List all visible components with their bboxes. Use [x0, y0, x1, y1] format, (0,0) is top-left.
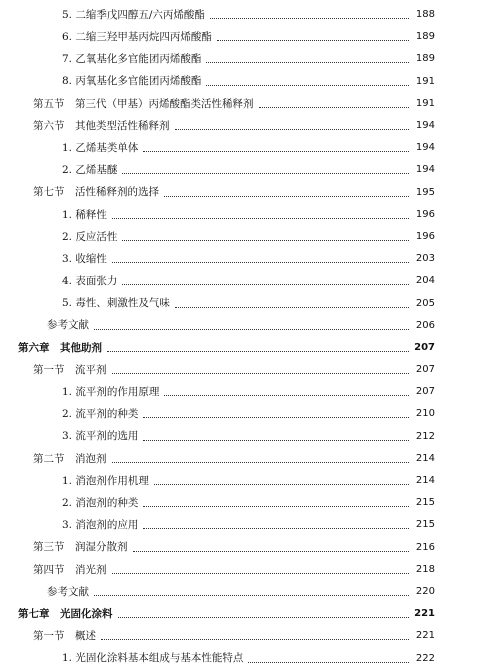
dot-leader [154, 483, 409, 485]
toc-entry [0, 159, 479, 181]
table-of-contents [0, 4, 479, 670]
toc-entry-title: 2. 反应活性 [62, 232, 120, 243]
toc-entry-title: 第七章 光固化涂料 [18, 609, 116, 620]
toc-entry-title: 第一节 概述 [33, 631, 99, 642]
toc-entry [0, 71, 479, 93]
toc-entry [0, 426, 479, 448]
toc-entry-title: 第三节 润湿分散剂 [33, 542, 131, 553]
toc-entry-title: 第六章 其他助剂 [18, 343, 105, 354]
toc-entry-title: 参考文献 [47, 587, 92, 598]
toc-entry [0, 115, 479, 137]
dot-leader [259, 106, 410, 108]
toc-page-number: 214 [415, 452, 435, 464]
dot-leader [175, 128, 410, 130]
toc-entry [0, 625, 479, 647]
toc-entry [0, 137, 479, 159]
toc-entry-title: 第四节 消光剂 [33, 565, 110, 576]
dot-leader [164, 195, 409, 197]
toc-page-number: 207 [414, 341, 435, 353]
dot-leader [118, 616, 410, 618]
dot-leader [210, 17, 409, 19]
toc-entry [0, 492, 479, 514]
toc-entry [0, 470, 479, 492]
dot-leader [112, 261, 409, 263]
toc-page-number: 203 [415, 253, 435, 265]
toc-entry-title: 1. 乙烯基类单体 [62, 143, 141, 154]
toc-page-number: 220 [415, 585, 435, 597]
toc-entry-title: 5. 毒性、刺激性及气味 [62, 298, 173, 309]
toc-entry-title: 4. 表面张力 [62, 276, 120, 287]
toc-entry [0, 226, 479, 248]
dot-leader [248, 661, 409, 663]
toc-page-number: 210 [415, 408, 435, 420]
toc-entry [0, 270, 479, 292]
toc-entry [0, 537, 479, 559]
toc-entry [0, 204, 479, 226]
toc-entry [0, 381, 479, 403]
toc-page-number: 222 [415, 652, 435, 664]
toc-page-number: 206 [415, 319, 435, 331]
toc-page-number: 216 [415, 541, 435, 553]
toc-entry [0, 292, 479, 314]
toc-entry [0, 359, 479, 381]
toc-entry-title: 参考文献 [47, 320, 92, 331]
dot-leader [143, 439, 409, 441]
toc-entry-title: 2. 乙烯基醚 [62, 165, 120, 176]
toc-entry-title: 1. 流平剂的作用原理 [62, 387, 162, 398]
dot-leader [143, 416, 409, 418]
toc-page-number: 205 [415, 297, 435, 309]
toc-page-number: 221 [415, 630, 435, 642]
toc-entry-title: 第一节 流平剂 [33, 365, 110, 376]
toc-page-number: 196 [415, 208, 435, 220]
dot-leader [206, 61, 409, 63]
toc-page-number: 214 [415, 475, 435, 487]
toc-page-number: 189 [415, 53, 435, 65]
dot-leader [107, 350, 409, 352]
toc-entry [0, 248, 479, 270]
dot-leader [122, 239, 409, 241]
toc-entry [0, 93, 479, 115]
toc-page-number: 194 [415, 142, 435, 154]
toc-entry-title: 6. 二缩三羟甲基丙烷四丙烯酸酯 [62, 32, 215, 43]
toc-entry-title: 第五节 第三代（甲基）丙烯酸酯类活性稀释剂 [33, 99, 257, 110]
toc-page-number: 215 [415, 497, 435, 509]
toc-entry [0, 603, 479, 625]
toc-entry [0, 559, 479, 581]
dot-leader [94, 328, 409, 330]
toc-entry-title: 第二节 消泡剂 [33, 454, 110, 465]
dot-leader [94, 594, 409, 596]
dot-leader [143, 505, 409, 507]
toc-entry [0, 315, 479, 337]
toc-entry [0, 647, 479, 669]
toc-page-number: 191 [415, 97, 435, 109]
toc-entry-title: 8. 丙氧基化多官能团丙烯酸酯 [62, 76, 204, 87]
toc-entry-title: 7. 乙氧基化多官能团丙烯酸酯 [62, 54, 204, 65]
toc-entry-title: 1. 光固化涂料基本组成与基本性能特点 [62, 653, 246, 664]
toc-entry [0, 4, 479, 26]
toc-entry-title: 第七节 活性稀释剂的选择 [33, 187, 162, 198]
dot-leader [206, 84, 409, 86]
toc-entry-title: 3. 流平剂的选用 [62, 431, 141, 442]
toc-entry-title: 1. 稀释性 [62, 210, 110, 221]
toc-page-number: 194 [415, 164, 435, 176]
toc-entry-title: 3. 消泡剂的应用 [62, 520, 141, 531]
toc-entry [0, 337, 479, 359]
toc-entry [0, 48, 479, 70]
toc-page-number: 194 [415, 120, 435, 132]
toc-page-number: 195 [415, 186, 435, 198]
toc-page-number: 207 [415, 364, 435, 376]
dot-leader [143, 527, 409, 529]
toc-page-number: 189 [415, 31, 435, 43]
dot-leader [122, 172, 409, 174]
toc-entry [0, 448, 479, 470]
toc-entry-title: 2. 消泡剂的种类 [62, 498, 141, 509]
toc-page-number: 218 [415, 563, 435, 575]
toc-page-number: 196 [415, 230, 435, 242]
toc-page-number: 215 [415, 519, 435, 531]
toc-page-number: 207 [415, 386, 435, 398]
dot-leader [175, 306, 409, 308]
toc-entry [0, 182, 479, 204]
toc-page-number: 221 [414, 608, 435, 620]
toc-entry-title: 第六节 其他类型活性稀释剂 [33, 121, 173, 132]
toc-entry-title: 5. 二缩季戊四醇五/六丙烯酸酯 [62, 10, 208, 21]
toc-entry-title: 3. 收缩性 [62, 254, 110, 265]
dot-leader [164, 394, 409, 396]
dot-leader [101, 638, 409, 640]
toc-page-number: 191 [415, 75, 435, 87]
dot-leader [122, 283, 409, 285]
dot-leader [112, 461, 410, 463]
dot-leader [112, 572, 410, 574]
toc-entry [0, 581, 479, 603]
toc-entry [0, 514, 479, 536]
dot-leader [143, 150, 409, 152]
toc-page-number: 204 [415, 275, 435, 287]
toc-page-number: 188 [415, 9, 435, 21]
toc-entry-title: 1. 消泡剂作用机理 [62, 476, 152, 487]
toc-entry-title: 2. 流平剂的种类 [62, 409, 141, 420]
dot-leader [133, 550, 410, 552]
dot-leader [112, 372, 410, 374]
toc-entry [0, 403, 479, 425]
dot-leader [217, 39, 409, 41]
toc-entry [0, 26, 479, 48]
toc-page-number: 212 [415, 430, 435, 442]
dot-leader [112, 217, 409, 219]
